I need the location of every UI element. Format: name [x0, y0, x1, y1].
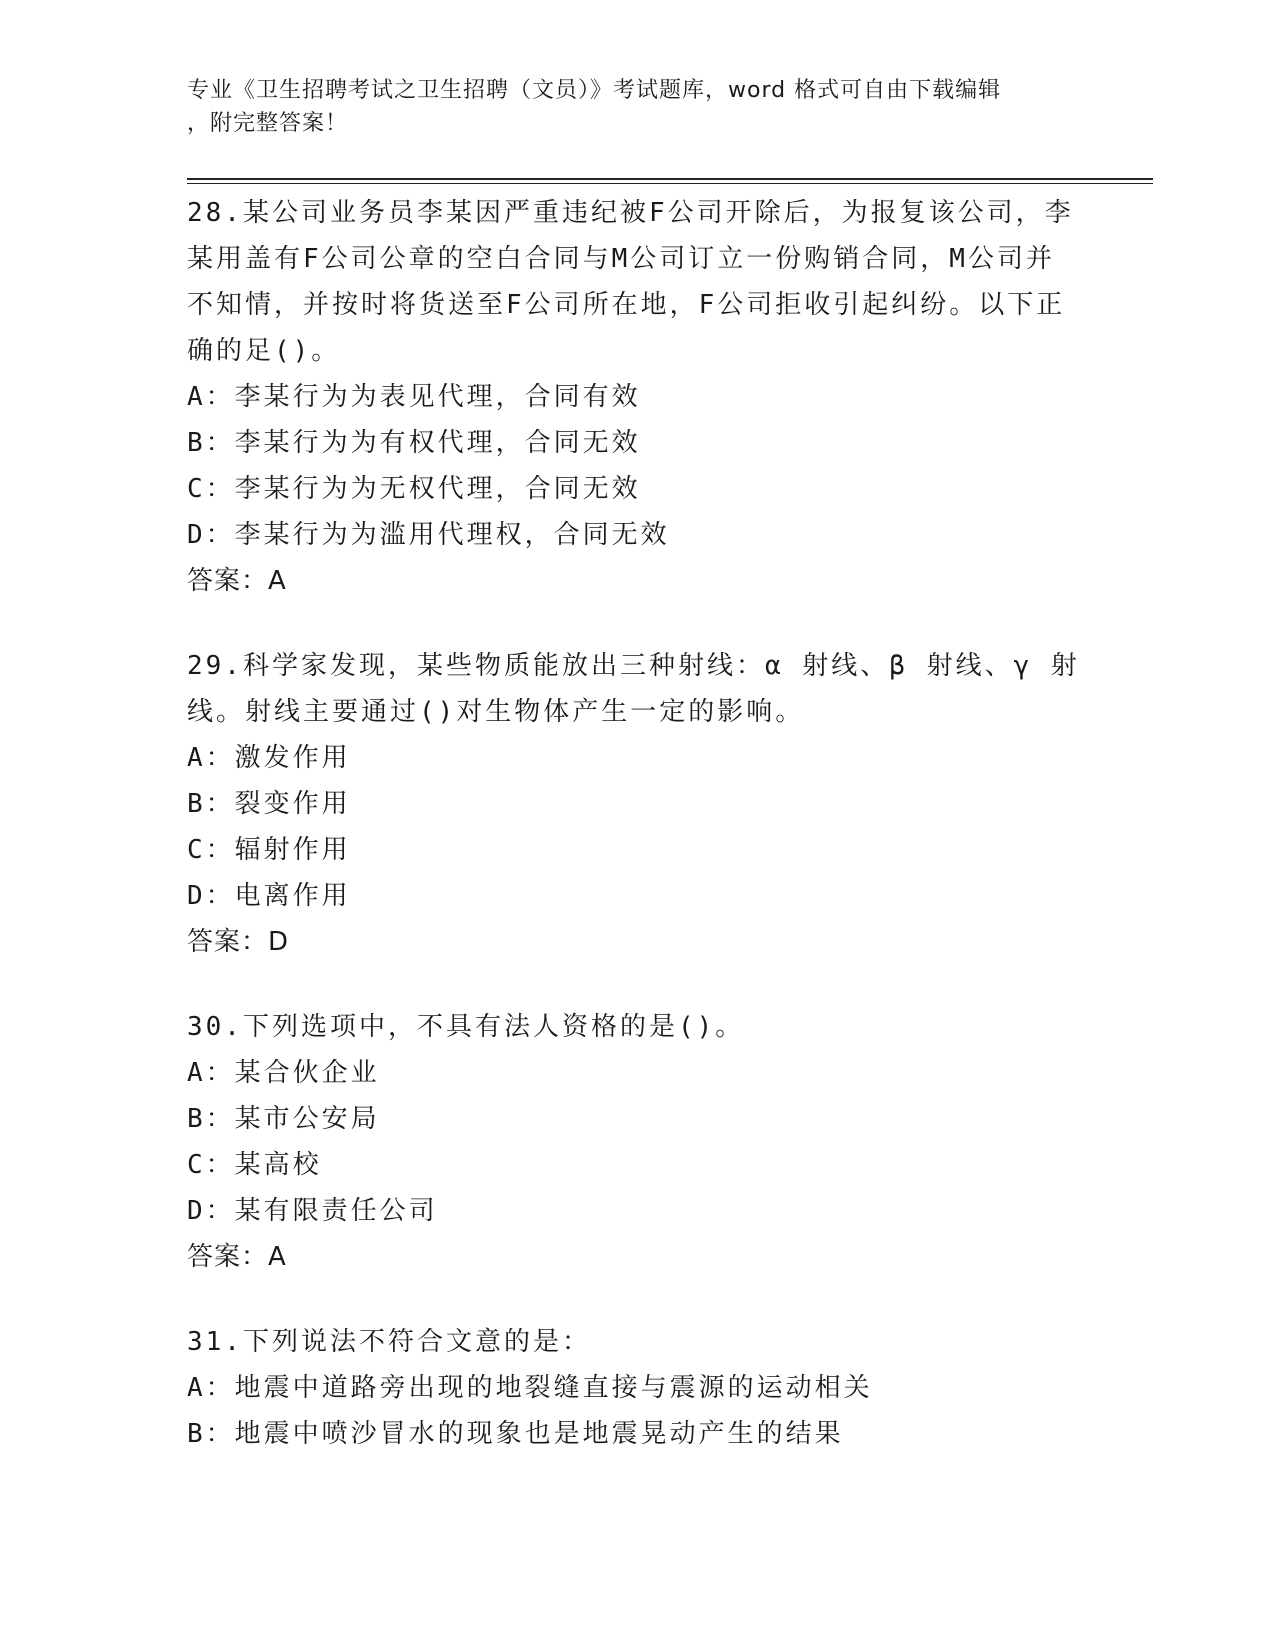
question-28 — [187, 190, 1087, 604]
answer-line: 答案：D — [187, 927, 290, 957]
question-29 — [187, 643, 1087, 965]
question-list — [187, 190, 1087, 1496]
option-b: B：地震中喷沙冒水的现象也是地震晃动产生的结果 — [187, 1419, 844, 1449]
option-a: A：李某行为为表见代理，合同有效 — [187, 382, 641, 412]
header-line-1: 专业《卫生招聘考试之卫生招聘（文员）》考试题库，word 格式可自由下载编辑 — [187, 78, 1002, 103]
question-stem-line: 31.下列说法不符合文意的是： — [187, 1327, 591, 1357]
option-b: B：某市公安局 — [187, 1104, 380, 1134]
option-d: D：电离作用 — [187, 881, 351, 911]
option-a: A：某合伙企业 — [187, 1058, 380, 1088]
document-header — [187, 74, 1067, 140]
option-a: A：地震中道路旁出现的地裂缝直接与震源的运动相关 — [187, 1373, 873, 1403]
question-30 — [187, 1004, 1087, 1280]
option-c: C：李某行为为无权代理，合同无效 — [187, 474, 641, 504]
question-stem-line: 29.科学家发现，某些物质能放出三种射线：α 射线、β 射线、γ 射 — [187, 651, 1080, 681]
answer-line: 答案：A — [187, 1242, 287, 1272]
option-b: B：裂变作用 — [187, 789, 351, 819]
question-stem-line: 不知情，并按时将货送至F公司所在地，F公司拒收引起纠纷。以下正 — [187, 290, 1066, 320]
option-c: C：某高校 — [187, 1150, 322, 1180]
question-31 — [187, 1319, 1087, 1457]
question-stem-line: 28.某公司业务员李某因严重违纪被F公司开除后，为报复该公司，李 — [187, 198, 1074, 228]
option-c: C：辐射作用 — [187, 835, 351, 865]
option-a: A：激发作用 — [187, 743, 351, 773]
option-d: D：某有限责任公司 — [187, 1196, 438, 1226]
option-d: D：李某行为为滥用代理权，合同无效 — [187, 520, 670, 550]
question-stem-line: 确的足()。 — [187, 336, 341, 366]
header-line-2: ，附完整答案！ — [187, 111, 349, 136]
answer-line: 答案：A — [187, 566, 287, 596]
header-divider — [187, 178, 1153, 184]
option-b: B：李某行为为有权代理，合同无效 — [187, 428, 641, 458]
question-stem-line: 某用盖有F公司公章的空白合同与M公司订立一份购销合同，M公司并 — [187, 244, 1055, 274]
question-stem-line: 线。射线主要通过()对生物体产生一定的影响。 — [187, 697, 805, 727]
question-stem-line: 30.下列选项中，不具有法人资格的是()。 — [187, 1012, 745, 1042]
